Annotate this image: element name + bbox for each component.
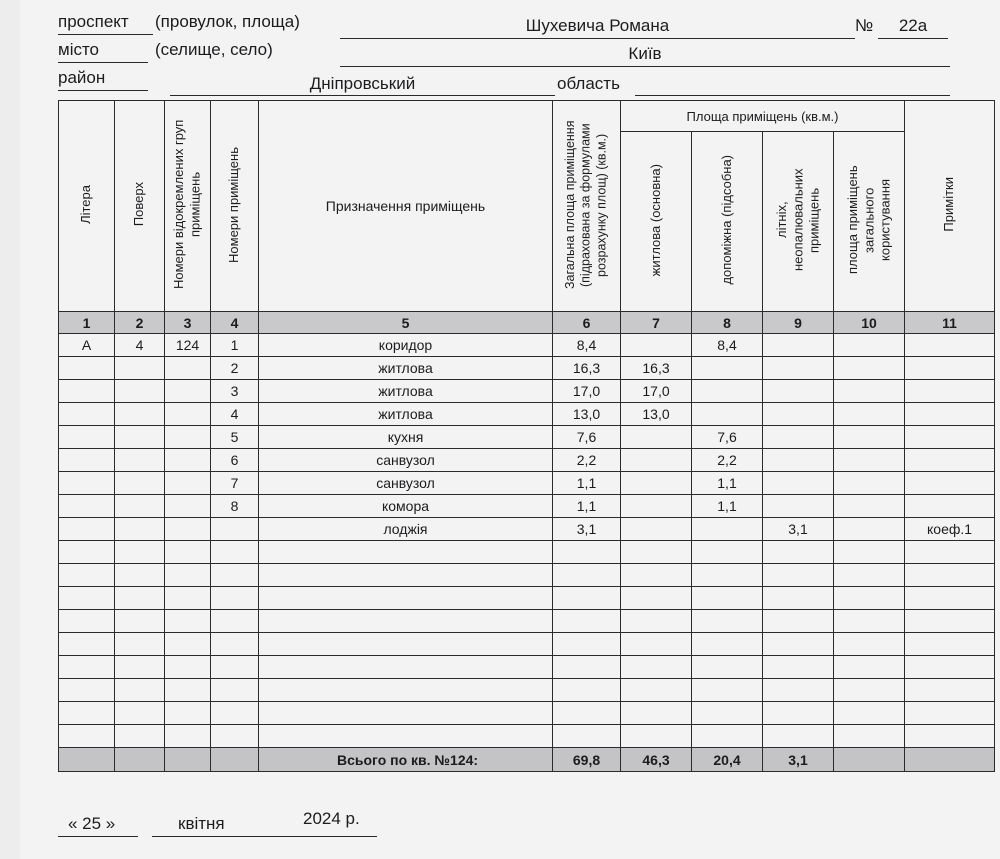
table-row: [59, 679, 995, 702]
cell-room: [211, 610, 259, 633]
underline: [170, 95, 555, 96]
underline: [58, 90, 148, 91]
cell-room: 5: [211, 426, 259, 449]
cell-total: [553, 725, 621, 748]
cell-summer: [763, 449, 834, 472]
cell-common: [834, 656, 905, 679]
cell-total: [553, 633, 621, 656]
cell-total: 3,1: [553, 518, 621, 541]
cell-aux: 1,1: [692, 472, 763, 495]
cell-room: [211, 541, 259, 564]
table-row: [59, 541, 995, 564]
total-area-value: 69,8: [553, 748, 621, 772]
table-row: [59, 725, 995, 748]
cell-room: [211, 702, 259, 725]
cell-room: 3: [211, 380, 259, 403]
cell-group: [165, 357, 211, 380]
cell-floor: [115, 564, 165, 587]
column-number-row: [59, 312, 995, 334]
cell-litera: [59, 541, 115, 564]
cell-aux: [692, 403, 763, 426]
cell-summer: [763, 702, 834, 725]
cell-floor: [115, 403, 165, 426]
cell-group: [165, 633, 211, 656]
cell-litera: [59, 633, 115, 656]
cell-summer: [763, 380, 834, 403]
column-number: 10: [834, 312, 905, 334]
date-month: квітня: [178, 814, 225, 833]
table-row: [59, 564, 995, 587]
cell-summer: [763, 656, 834, 679]
cell-group: [165, 702, 211, 725]
col-header-notes: Примітки: [905, 101, 995, 312]
cell-total: [553, 702, 621, 725]
cell-living: 17,0: [621, 380, 692, 403]
cell-summer: [763, 403, 834, 426]
cell-floor: [115, 725, 165, 748]
cell-common: [834, 426, 905, 449]
cell-room: [211, 656, 259, 679]
cell-room: [211, 587, 259, 610]
cell-aux: [692, 357, 763, 380]
cell-floor: [115, 449, 165, 472]
table-row: [59, 472, 995, 495]
underline: [58, 836, 138, 837]
cell-total: [553, 541, 621, 564]
cell-purpose: санвузол: [259, 449, 553, 472]
house-number: 22а: [898, 16, 928, 35]
cell-aux: 2,2: [692, 449, 763, 472]
underline: [340, 66, 950, 67]
cell-total: 8,4: [553, 334, 621, 357]
cell-floor: [115, 679, 165, 702]
street-type-hint: (провулок, площа): [155, 12, 300, 31]
total-living-value: 46,3: [621, 748, 692, 772]
street-name: Шухевича Романа: [525, 16, 670, 35]
cell-group: [165, 564, 211, 587]
cell-total: [553, 564, 621, 587]
cell-litera: [59, 587, 115, 610]
cell-purpose: житлова: [259, 403, 553, 426]
cell-total: [553, 587, 621, 610]
total-aux-value: 20,4: [692, 748, 763, 772]
cell-group: [165, 725, 211, 748]
cell-common: [834, 702, 905, 725]
cell-summer: [763, 426, 834, 449]
cell-note: [905, 656, 995, 679]
cell-summer: [763, 725, 834, 748]
table-row: [59, 426, 995, 449]
cell-litera: [59, 610, 115, 633]
cell-litera: [59, 426, 115, 449]
cell-room: 2: [211, 357, 259, 380]
city-name: Київ: [628, 44, 662, 63]
cell-note: [905, 495, 995, 518]
column-number: 2: [115, 312, 165, 334]
column-number: 5: [259, 312, 553, 334]
date-day: « 25 »: [68, 814, 116, 833]
city-type-label: місто: [58, 40, 100, 59]
cell-floor: [115, 587, 165, 610]
cell-aux: [692, 633, 763, 656]
cell-note: [905, 449, 995, 472]
cell-common: [834, 633, 905, 656]
cell-aux: [692, 656, 763, 679]
underline: [58, 62, 148, 63]
cell-summer: [763, 610, 834, 633]
cell-litera: [59, 472, 115, 495]
cell-floor: 4: [115, 334, 165, 357]
cell-note: [905, 380, 995, 403]
cell-room: 8: [211, 495, 259, 518]
cell-common: [834, 725, 905, 748]
cell-summer: [763, 541, 834, 564]
column-number: 1: [59, 312, 115, 334]
cell-note: [905, 610, 995, 633]
cell-summer: [763, 472, 834, 495]
cell-common: [834, 518, 905, 541]
cell-floor: [115, 541, 165, 564]
cell-floor: [115, 633, 165, 656]
cell-litera: [59, 357, 115, 380]
cell-purpose: житлова: [259, 380, 553, 403]
cell-note: [905, 357, 995, 380]
cell-litera: [59, 702, 115, 725]
cell-litera: [59, 495, 115, 518]
table-row: [59, 495, 995, 518]
cell-note: [905, 587, 995, 610]
table-row: [59, 633, 995, 656]
cell-living: [621, 541, 692, 564]
cell-purpose: [259, 702, 553, 725]
cell-living: [621, 426, 692, 449]
cell-group: [165, 403, 211, 426]
cell-living: [621, 564, 692, 587]
cell-floor: [115, 472, 165, 495]
cell-group: [165, 541, 211, 564]
col-header-auxiliary: допоміжна (підсобна): [692, 132, 763, 312]
cell-litera: [59, 656, 115, 679]
cell-room: [211, 633, 259, 656]
cell-living: [621, 518, 692, 541]
underline: [152, 836, 377, 837]
col-header-rooms: Номери приміщень: [211, 101, 259, 312]
cell-total: 2,2: [553, 449, 621, 472]
cell-purpose: [259, 633, 553, 656]
cell-living: [621, 449, 692, 472]
table-row: [59, 587, 995, 610]
cell-purpose: [259, 679, 553, 702]
cell-purpose: [259, 656, 553, 679]
cell-total: 17,0: [553, 380, 621, 403]
column-number: 7: [621, 312, 692, 334]
table-row: [59, 334, 995, 357]
cell-common: [834, 334, 905, 357]
cell-common: [834, 449, 905, 472]
cell-common: [834, 564, 905, 587]
region-label: область: [557, 74, 620, 93]
cell-floor: [115, 518, 165, 541]
cell-living: [621, 334, 692, 357]
cell-floor: [115, 702, 165, 725]
underline: [58, 34, 153, 35]
cell-purpose: [259, 725, 553, 748]
column-number: 4: [211, 312, 259, 334]
cell-group: [165, 610, 211, 633]
cell-living: [621, 610, 692, 633]
underline: [340, 38, 855, 39]
cell-purpose: [259, 541, 553, 564]
district-label: район: [58, 68, 106, 87]
cell-note: [905, 725, 995, 748]
document-page: [20, 0, 1000, 859]
date-year: 2024 р.: [303, 809, 360, 828]
cell-group: [165, 587, 211, 610]
cell-living: [621, 495, 692, 518]
column-number: 3: [165, 312, 211, 334]
cell-living: [621, 472, 692, 495]
cell-living: [621, 633, 692, 656]
cell-common: [834, 495, 905, 518]
cell-living: [621, 725, 692, 748]
cell-note: [905, 403, 995, 426]
col-header-floor: Поверх: [115, 101, 165, 312]
cell-aux: [692, 518, 763, 541]
col-header-groups: Номери відокремлених груп приміщень: [165, 101, 211, 312]
cell-summer: 3,1: [763, 518, 834, 541]
cell-purpose: [259, 564, 553, 587]
cell-living: [621, 702, 692, 725]
col-header-purpose: Призначення приміщень: [259, 101, 553, 312]
cell-room: [211, 564, 259, 587]
cell-aux: [692, 564, 763, 587]
cell-aux: 1,1: [692, 495, 763, 518]
table-row: [59, 702, 995, 725]
cell-floor: [115, 656, 165, 679]
cell-total: 1,1: [553, 472, 621, 495]
underline: [635, 95, 950, 96]
column-number: 9: [763, 312, 834, 334]
cell-summer: [763, 564, 834, 587]
cell-common: [834, 403, 905, 426]
cell-common: [834, 587, 905, 610]
column-number: 11: [905, 312, 995, 334]
col-header-summer: літніх, неопалювальних приміщень: [763, 132, 834, 312]
cell-room: 4: [211, 403, 259, 426]
cell-total: [553, 679, 621, 702]
cell-aux: [692, 610, 763, 633]
cell-aux: [692, 587, 763, 610]
cell-living: 16,3: [621, 357, 692, 380]
rooms-table: [58, 100, 995, 772]
col-header-total-area: Загальна площа приміщення (підрахована за формулами розрахунку площ) (кв.м.): [553, 101, 621, 312]
cell-floor: [115, 610, 165, 633]
total-label: Всього по кв. №124:: [259, 748, 553, 772]
cell-group: [165, 426, 211, 449]
cell-purpose: коридор: [259, 334, 553, 357]
cell-total: 7,6: [553, 426, 621, 449]
total-summer-value: 3,1: [763, 748, 834, 772]
cell-aux: [692, 702, 763, 725]
cell-summer: [763, 495, 834, 518]
cell-group: [165, 495, 211, 518]
cell-living: 13,0: [621, 403, 692, 426]
table-row: [59, 380, 995, 403]
cell-summer: [763, 633, 834, 656]
cell-aux: [692, 380, 763, 403]
cell-room: 6: [211, 449, 259, 472]
cell-purpose: житлова: [259, 357, 553, 380]
cell-common: [834, 610, 905, 633]
cell-litera: [59, 725, 115, 748]
cell-purpose: санвузол: [259, 472, 553, 495]
cell-living: [621, 587, 692, 610]
cell-note: [905, 702, 995, 725]
cell-note: [905, 564, 995, 587]
cell-summer: [763, 334, 834, 357]
table-row: [59, 518, 995, 541]
cell-room: 1: [211, 334, 259, 357]
cell-aux: [692, 541, 763, 564]
cell-floor: [115, 495, 165, 518]
cell-purpose: лоджія: [259, 518, 553, 541]
cell-litera: [59, 518, 115, 541]
col-header-area-group: Площа приміщень (кв.м.): [621, 101, 905, 132]
cell-common: [834, 541, 905, 564]
table-row: [59, 656, 995, 679]
cell-total: [553, 656, 621, 679]
cell-common: [834, 472, 905, 495]
cell-group: [165, 380, 211, 403]
cell-aux: [692, 679, 763, 702]
cell-floor: [115, 380, 165, 403]
cell-litera: [59, 449, 115, 472]
cell-purpose: [259, 587, 553, 610]
cell-group: [165, 449, 211, 472]
cell-note: [905, 472, 995, 495]
cell-litera: А: [59, 334, 115, 357]
col-header-common: площа приміщень загального користування: [834, 132, 905, 312]
cell-litera: [59, 380, 115, 403]
col-header-living: житлова (основна): [621, 132, 692, 312]
cell-group: [165, 518, 211, 541]
cell-purpose: кухня: [259, 426, 553, 449]
cell-note: коеф.1: [905, 518, 995, 541]
cell-room: 7: [211, 472, 259, 495]
cell-note: [905, 426, 995, 449]
total-row: [59, 748, 995, 772]
cell-common: [834, 679, 905, 702]
cell-floor: [115, 426, 165, 449]
cell-purpose: [259, 610, 553, 633]
cell-total: 16,3: [553, 357, 621, 380]
cell-room: [211, 518, 259, 541]
table-row: [59, 357, 995, 380]
cell-aux: 8,4: [692, 334, 763, 357]
cell-aux: 7,6: [692, 426, 763, 449]
cell-litera: [59, 679, 115, 702]
number-label: №: [855, 16, 874, 35]
cell-floor: [115, 357, 165, 380]
cell-summer: [763, 679, 834, 702]
city-type-hint: (селище, село): [155, 40, 273, 59]
cell-summer: [763, 587, 834, 610]
cell-total: 13,0: [553, 403, 621, 426]
cell-summer: [763, 357, 834, 380]
cell-total: [553, 610, 621, 633]
table-row: [59, 403, 995, 426]
street-type-label: проспект: [58, 12, 129, 31]
cell-room: [211, 679, 259, 702]
cell-total: 1,1: [553, 495, 621, 518]
cell-group: [165, 472, 211, 495]
cell-room: [211, 725, 259, 748]
table-row: [59, 449, 995, 472]
cell-aux: [692, 725, 763, 748]
column-number: 8: [692, 312, 763, 334]
cell-living: [621, 679, 692, 702]
cell-note: [905, 679, 995, 702]
column-number: 6: [553, 312, 621, 334]
cell-note: [905, 334, 995, 357]
cell-note: [905, 541, 995, 564]
cell-group: [165, 679, 211, 702]
cell-group: 124: [165, 334, 211, 357]
cell-common: [834, 357, 905, 380]
cell-note: [905, 633, 995, 656]
cell-purpose: комора: [259, 495, 553, 518]
underline: [878, 38, 948, 39]
cell-common: [834, 380, 905, 403]
cell-group: [165, 656, 211, 679]
cell-living: [621, 656, 692, 679]
cell-litera: [59, 403, 115, 426]
col-header-litera: Літера: [59, 101, 115, 312]
table-row: [59, 610, 995, 633]
cell-litera: [59, 564, 115, 587]
district-name: Дніпровський: [309, 74, 416, 93]
